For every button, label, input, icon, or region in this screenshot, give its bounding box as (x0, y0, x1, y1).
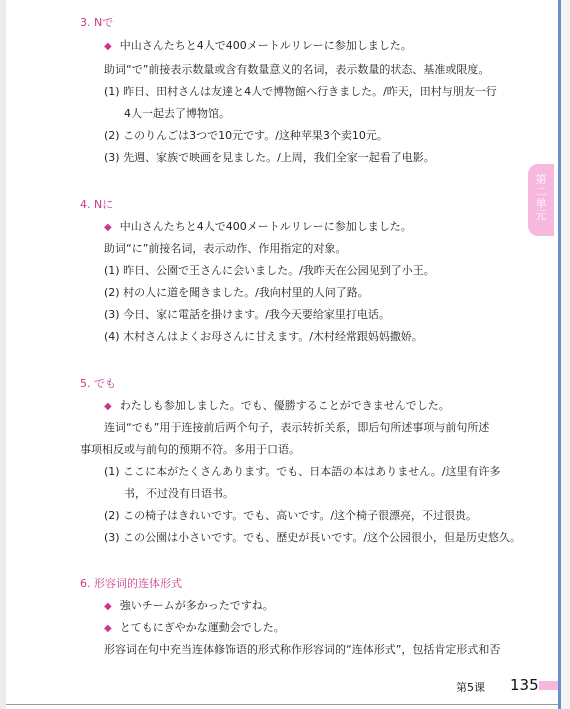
section-heading: 4. Nに (80, 198, 114, 211)
scroll-margin (561, 0, 570, 709)
unit-tab-char: 单 (535, 197, 547, 210)
unit-tab-char: 元 (535, 209, 547, 222)
example-item: (4) 木村さんはよくお母さんに甘えます。/木村经常跟妈妈撒娇。 (104, 330, 423, 343)
unit-side-tab (528, 164, 554, 236)
example-sentence: ◆ 中山さんたちと4人で400メートルリレーに参加しました。 (104, 220, 412, 233)
example-item: (1) ここに本がたくさんあります。でも、日本語の本はありません。/这里有许多 (104, 465, 501, 478)
grammar-explanation: 连词“でも”用于连接前后两个句子，表示转折关系，即后句所述事项与前句所述 (104, 421, 490, 434)
example-sentence: ◆ わたしも参加しました。でも、優勝することができませんでした。 (104, 399, 450, 412)
grammar-explanation: 助词“に”前接名词，表示动作、作用指定的对象。 (104, 242, 347, 255)
diamond-bullet-icon: ◆ (104, 401, 112, 412)
diamond-bullet-icon: ◆ (104, 222, 112, 233)
diamond-bullet-icon: ◆ (104, 623, 112, 634)
example-item: (2) このりんごは3つで10元です。/这种苹果3个卖10元。 (104, 129, 388, 142)
example-item: (1) 昨日、田村さんは友達と4人で博物館へ行きました。/昨天，田村与朋友一行 (104, 85, 497, 98)
grammar-explanation-continuation: 事项相反或与前句的预期不符。多用于口语。 (80, 443, 300, 456)
example-sentence: ◆ 強いチームが多かったですね。 (104, 599, 274, 612)
unit-tab-char: 二 (535, 185, 547, 198)
example-sentence: ◆ とてもにぎやかな運動会でした。 (104, 621, 285, 634)
example-item: (3) 先週、家族で映画を見ました。/上周，我们全家一起看了电影。 (104, 151, 435, 164)
section-heading: 6. 形容词的连体形式 (80, 577, 182, 590)
unit-tab-char: 第 (535, 173, 547, 186)
grammar-explanation: 助词“で”前接表示数量或含有数量意义的名词，表示数量的状态、基准或限度。 (104, 63, 490, 76)
example-item-continuation: 书，不过没有日语书。 (124, 487, 234, 500)
example-item: (3) この公園は小さいです。でも、歴史が長いです。/这个公园很小，但是历史悠久。 (104, 531, 522, 544)
grammar-explanation: 形容词在句中充当连体修饰语的形式称作形容词的“连体形式”，包括肯定形式和否 (104, 643, 501, 656)
footer-accent-bar (539, 681, 558, 690)
lesson-label: 第5课 (456, 681, 485, 694)
diamond-bullet-icon: ◆ (104, 601, 112, 612)
document-page (6, 0, 558, 709)
example-sentence: ◆ 中山さんたちと4人で400メートルリレーに参加しました。 (104, 39, 412, 52)
section-heading: 3. Nで (80, 16, 114, 29)
example-item: (3) 今日、家に電話を掛けます。/我今天要给家里打电话。 (104, 308, 390, 321)
section-heading: 5. でも (80, 377, 116, 390)
example-item: (2) 村の人に道を聞きました。/我向村里的人问了路。 (104, 286, 369, 299)
example-item-continuation: 4人一起去了博物馆。 (124, 107, 230, 120)
example-item: (1) 昨日、公園で王さんに会いました。/我昨天在公园见到了小王。 (104, 264, 435, 277)
page-bottom-rule (6, 704, 558, 705)
example-item: (2) この椅子はきれいです。でも、高いです。/这个椅子很漂亮，不过很贵。 (104, 509, 478, 522)
page-number: 135 (510, 676, 539, 694)
diamond-bullet-icon: ◆ (104, 41, 112, 52)
